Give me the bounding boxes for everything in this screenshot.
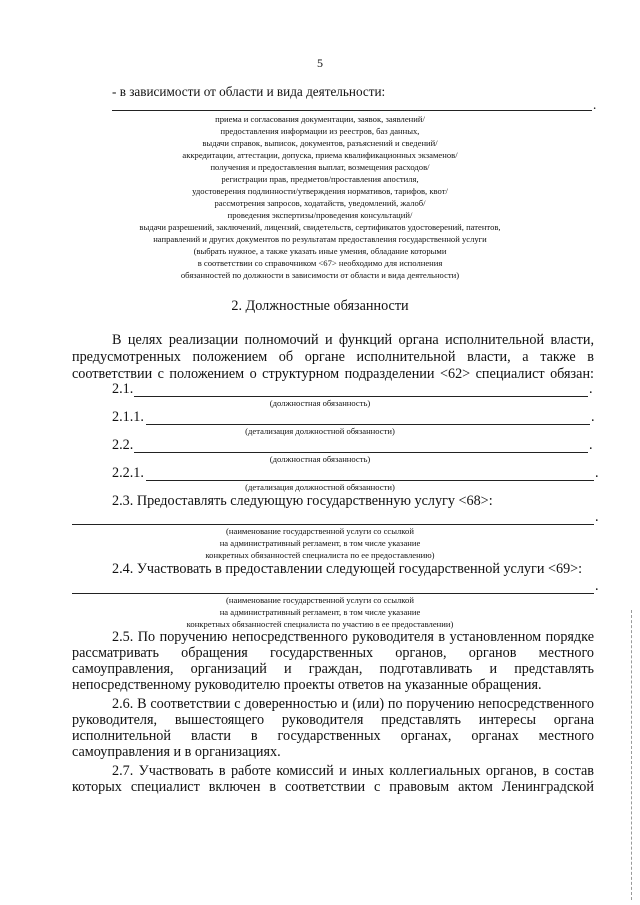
item-end-dot: . — [589, 381, 593, 397]
item-23-note: (наименование государственной услуги со ссылкой — [226, 526, 414, 536]
item-24-note: конкретных обязанностей специалиста по участию в ее предоставлении) — [186, 619, 454, 629]
page-number: 5 — [317, 56, 323, 70]
item-note: (детализация должностной обязанности) — [245, 482, 395, 492]
item-24-text: 2.4. Участвовать в предоставлении следующей государственной услуги <69>: — [112, 561, 583, 577]
item-number: 2.2.1. — [112, 465, 144, 481]
item-end-dot: . — [595, 465, 599, 481]
item-24-note: на административный регламент, в том числе указание — [219, 607, 421, 617]
item-number: 2.2. — [112, 437, 134, 453]
item-26-line: руководителя, вышестоящего руководителя представлять интересы органа — [72, 712, 594, 728]
activity-note: выдачи разрешений, заключений, лицензий, свидетельств, сертификатов удостоверений, патентов, — [139, 222, 501, 232]
activity-note: регистрации прав, предметов/проставления апостиля, — [221, 174, 419, 184]
item-number: 2.1. — [112, 381, 134, 397]
activity-note: проведения экспертизы/проведения консультаций/ — [227, 210, 413, 220]
item-27-line: которых специалист включен в соответствии с правовым актом Ленинградской — [72, 779, 594, 795]
activity-note: направлений и других документов по результатам предоставления государственной услуги — [153, 234, 487, 244]
item-23-blank-line — [72, 524, 594, 525]
intro-line: - в зависимости от области и вида деятельности: — [112, 84, 386, 99]
activity-note: приема и согласования документации, заявок, заявлений/ — [215, 114, 425, 124]
item-25-line: самоуправления, организаций и граждан, подготавливать и представлять — [72, 661, 594, 677]
item-blank-line — [146, 480, 594, 481]
activity-note: получения и предоставления выплат, возмещения расходов/ — [210, 162, 430, 172]
item-23-end-dot: . — [595, 509, 599, 525]
section-title: 2. Должностные обязанности — [231, 298, 409, 314]
item-blank-line — [146, 424, 590, 425]
activity-note: удостоверения подлинности/утверждения нормативов, тарифов, квот/ — [192, 186, 448, 196]
item-end-dot: . — [591, 409, 595, 425]
activity-note: рассмотрения запросов, ходатайств, уведомлений, жалоб/ — [214, 198, 426, 208]
item-23-note: конкретных обязанностей специалиста по ее предоставлению) — [205, 550, 435, 560]
item-24-note: (наименование государственной услуги со ссылкой — [226, 595, 414, 605]
intro-blank-line — [112, 110, 592, 111]
item-note: (должностная обязанность) — [269, 398, 371, 408]
item-note: (детализация должностной обязанности) — [245, 426, 395, 436]
item-blank-line — [134, 396, 588, 397]
item-25-line: рассматривать обращения государственных органов, органов местного — [72, 645, 594, 661]
item-24-blank-line — [72, 593, 594, 594]
item-25-line: 2.5. По поручению непосредственного руководителя в установленном порядке — [112, 629, 594, 645]
activity-note: (выбрать нужное, а также указать иные умения, обладание которыми — [193, 246, 447, 256]
item-number: 2.1.1. — [112, 409, 144, 425]
main-paragraph-line: предусмотренных положением об органе исполнительной власти, а также в — [72, 349, 594, 365]
main-paragraph-text: В целях реализации полномочий и функций органа исполнительной власти, — [112, 332, 594, 348]
activity-note: предоставления информации из реестров, баз данных, — [220, 126, 420, 136]
item-26-line: самоуправления и в организациях. — [72, 744, 281, 760]
item-23-note: на административный регламент, в том числе указание — [219, 538, 421, 548]
scan-edge-mark — [631, 610, 633, 900]
item-24-end-dot: . — [595, 578, 599, 594]
intro-end-dot: . — [593, 97, 597, 112]
activity-note: в соответствии со справочником <67> необходимо для исполнения — [197, 258, 443, 268]
item-blank-line — [134, 452, 588, 453]
item-25-line: непосредственному руководителю проекты ответов на указанные обращения. — [72, 677, 542, 693]
main-paragraph-line — [112, 333, 594, 349]
item-26-line: исполнительной власти в государственных органах, органах местного — [72, 728, 594, 744]
activity-note: аккредитации, аттестации, допуска, приема квалификационных экзаменов/ — [182, 150, 458, 160]
item-23-text: 2.3. Предоставлять следующую государственную услугу <68>: — [112, 493, 493, 509]
item-end-dot: . — [589, 437, 593, 453]
item-27-line: 2.7. Участвовать в работе комиссий и иных коллегиальных органов, в состав — [112, 763, 594, 779]
activity-note: обязанностей по должности в зависимости от области и вида деятельности) — [180, 270, 460, 280]
item-note: (должностная обязанность) — [269, 454, 371, 464]
activity-note: выдачи справок, выписок, документов, разъяснений и сведений/ — [202, 138, 438, 148]
item-26-line: 2.6. В соответствии с доверенностью и (или) по поручению непосредственного — [112, 696, 594, 712]
main-paragraph-line: соответствии с положением о структурном подразделении <62> специалист обязан: — [72, 366, 594, 382]
